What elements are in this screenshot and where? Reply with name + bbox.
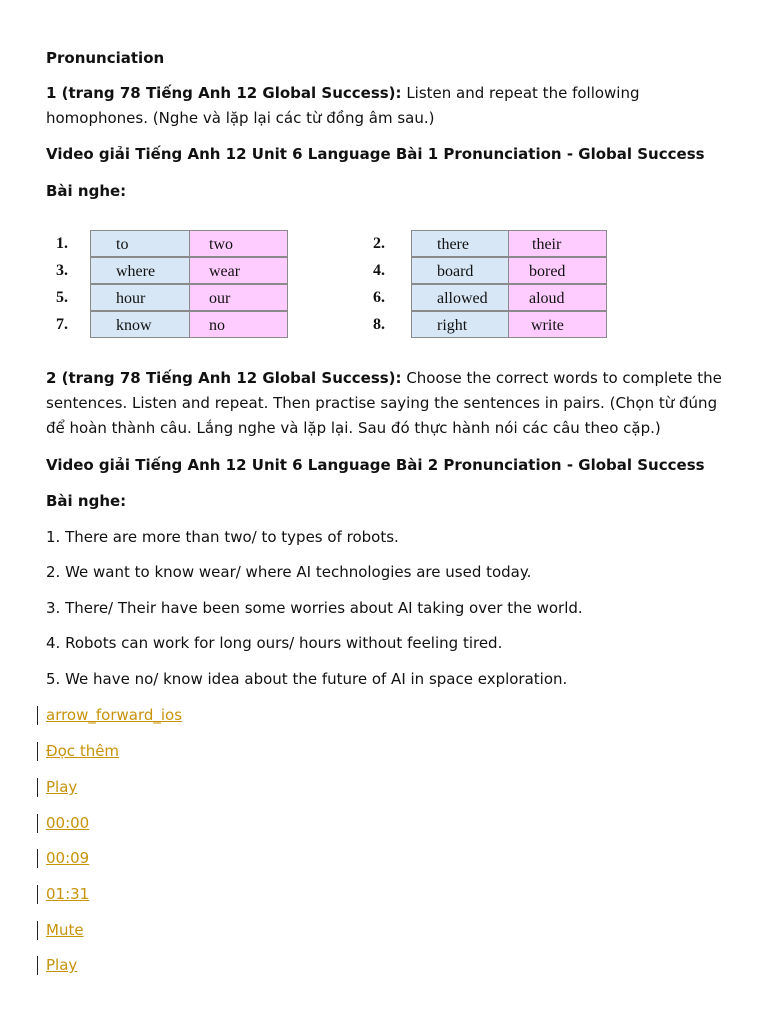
homophone-table-left <box>56 230 288 340</box>
homophone-word: their <box>508 230 607 257</box>
link-line <box>46 846 89 870</box>
row-number: 5. <box>56 289 68 306</box>
sentence-4: 4. Robots can work for long ours/ hours without feeling tired. <box>46 634 503 652</box>
homophone-word: know <box>90 311 190 338</box>
arrow-forward-link[interactable]: arrow_forward_ios <box>46 706 183 724</box>
exercise-2-text: Choose the correct words to complete the sentences. Listen and repeat. Then practise saying the sentences in pairs. (Chọn từ đúng để hoàn thành câu. Lắng nghe và lặp lại. Sau đó thực hành nói các câu theo cặp.) <box>46 369 722 437</box>
text-caret <box>37 706 38 725</box>
homophone-word: hour <box>90 284 190 311</box>
section-heading: Pronunciation <box>46 49 165 67</box>
sentence-3: 3. There/ Their have been some worries about AI taking over the world. <box>46 599 583 617</box>
homophone-word: our <box>189 284 288 311</box>
homophone-word: right <box>411 311 509 338</box>
time-link-current[interactable]: 00:09 <box>46 849 90 867</box>
exercise-2-label: 2 (trang 78 Tiếng Anh 12 Global Success): <box>46 369 402 387</box>
sentence-5: 5. We have no/ know idea about the future of AI in space exploration. <box>46 670 568 688</box>
time-link-start[interactable]: 00:00 <box>46 814 90 832</box>
homophone-word: two <box>189 230 288 257</box>
sentence-2: 2. We want to know wear/ where AI technologies are used today. <box>46 563 532 581</box>
link-line <box>46 918 84 942</box>
exercise-2-listen-label: Bài nghe: <box>46 492 127 510</box>
row-number: 6. <box>373 289 385 306</box>
homophone-word: wear <box>189 257 288 284</box>
read-more-link[interactable]: Đọc thêm <box>46 742 120 760</box>
text-caret <box>37 849 38 868</box>
link-line <box>46 811 89 835</box>
row-number: 2. <box>373 235 385 252</box>
homophone-word: write <box>508 311 607 338</box>
exercise-1-text: Listen and repeat the following homophones. (Nghe và lặp lại các từ đồng âm sau.) <box>46 84 640 127</box>
homophone-table-right <box>373 230 607 340</box>
row-number: 4. <box>373 262 385 279</box>
exercise-2-instruction <box>46 366 736 441</box>
exercise-1-listen-label: Bài nghe: <box>46 182 127 200</box>
exercise-1-instruction <box>46 81 736 131</box>
link-line <box>46 882 89 906</box>
text-caret <box>37 956 38 975</box>
row-number: 1. <box>56 235 68 252</box>
sentence-1: 1. There are more than two/ to types of robots. <box>46 528 399 546</box>
text-caret <box>37 742 38 761</box>
text-caret <box>37 814 38 833</box>
link-line <box>46 953 77 977</box>
exercise-2-video-title: Video giải Tiếng Anh 12 Unit 6 Language Bài 2 Pronunciation - Global Success <box>46 456 705 474</box>
row-number: 8. <box>373 316 385 333</box>
link-line <box>46 775 77 799</box>
play-link[interactable]: Play <box>46 778 78 796</box>
homophone-word: bored <box>508 257 607 284</box>
exercise-1-label: 1 (trang 78 Tiếng Anh 12 Global Success): <box>46 84 402 102</box>
link-line <box>46 739 119 763</box>
row-number: 3. <box>56 262 68 279</box>
play-link-2[interactable]: Play <box>46 956 78 974</box>
mute-link[interactable]: Mute <box>46 921 84 939</box>
homophone-word: to <box>90 230 190 257</box>
text-caret <box>37 921 38 940</box>
link-line <box>46 703 182 727</box>
exercise-1-video-title: Video giải Tiếng Anh 12 Unit 6 Language Bài 1 Pronunciation - Global Success <box>46 145 705 163</box>
row-number: 7. <box>56 316 68 333</box>
homophone-word: allowed <box>411 284 509 311</box>
text-caret <box>37 778 38 797</box>
time-link-duration[interactable]: 01:31 <box>46 885 90 903</box>
homophone-word: board <box>411 257 509 284</box>
homophone-word: no <box>189 311 288 338</box>
homophone-word: there <box>411 230 509 257</box>
homophone-word: where <box>90 257 190 284</box>
homophone-word: aloud <box>508 284 607 311</box>
text-caret <box>37 885 38 904</box>
